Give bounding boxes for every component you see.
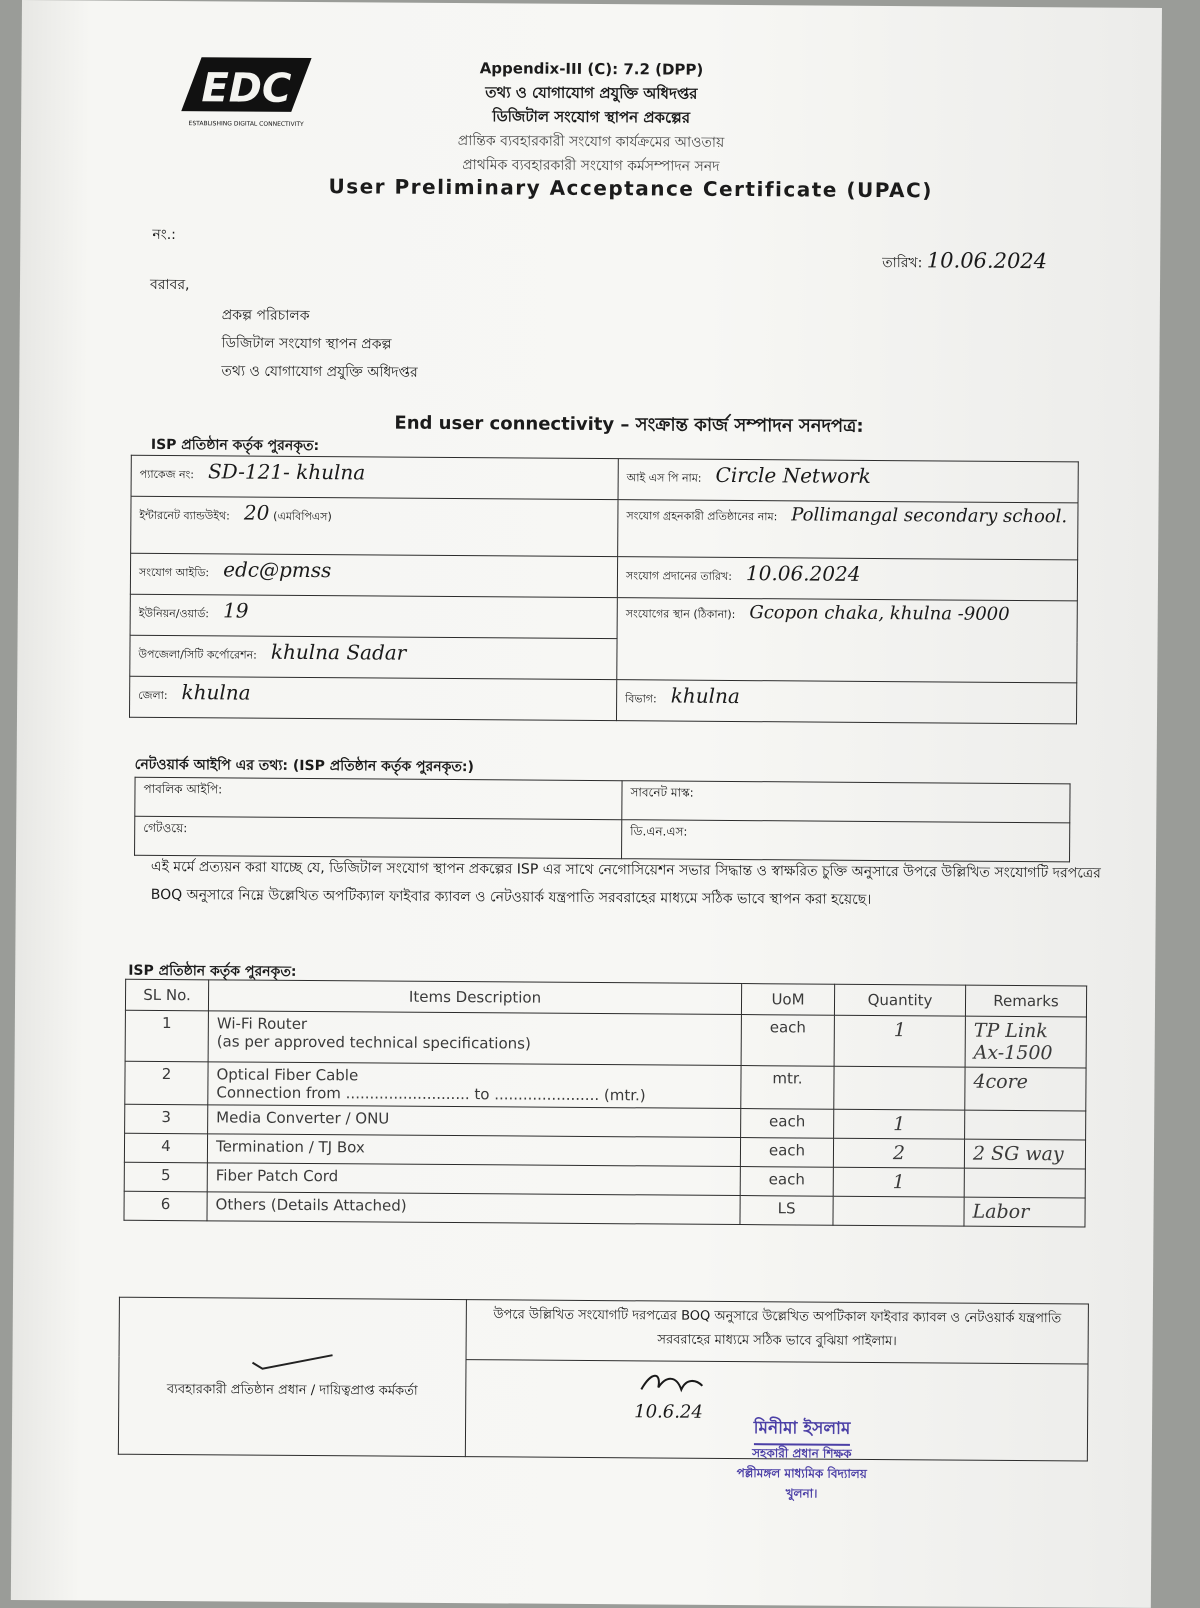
table-row <box>125 1010 1086 1068</box>
checkmark-icon <box>247 1352 337 1373</box>
conn-id-value: edc@pmss <box>223 557 332 583</box>
col-sl: SL No. <box>125 979 208 1011</box>
col-qty: Quantity <box>834 984 965 1016</box>
package-label: প্যাকেজ নং: <box>139 467 195 482</box>
row-qty: 1 <box>834 1109 965 1139</box>
dns-label: ডি.এন.এস: <box>630 824 688 839</box>
addressee-line-1: প্রকল্প পরিচালক <box>221 307 310 325</box>
logo-text: EDC <box>201 65 292 112</box>
union-value: 19 <box>222 598 249 623</box>
items-table <box>123 979 1087 1228</box>
certification-statement: এই মর্মে প্রত্যয়ন করা যাচ্ছে যে, ডিজিটাল সংযোগ স্থাপন প্রকল্পের ISP এর সাথে নেগোসিয়েশন সভার সিদ্ধান্ত ও স্বাক্ষরিত চুক্তি অনুসারে উপরে উল্লিখিত সংযোগটি দরপত্রের BOQ অনুসারে নিম্নে উল্লেখিত অপটিক্যাল ফাইবার ক্যাবল ও নেটওয়ার্ক যন্ত্রপাতি সরবরাহের মাধ্যমে সঠিক ভাবে স্থাপন করা হয়েছে। <box>150 858 1101 908</box>
edc-logo <box>171 49 332 136</box>
row-uom: each <box>740 1138 833 1168</box>
row-desc: Optical Fiber Cable <box>216 1065 359 1085</box>
isp-name-value: Circle Network <box>715 462 871 488</box>
logo-caption: ESTABLISHING DIGITAL CONNECTIVITY <box>188 120 304 128</box>
row-uom: LS <box>740 1196 833 1226</box>
certificate-page <box>11 0 1162 1608</box>
stamp-line-2: পল্লীমঙ্গল মাধ্যমিক বিদ্যালয় <box>736 1466 867 1481</box>
row-qty: 2 <box>833 1138 964 1168</box>
row-sl: 2 <box>125 1061 208 1105</box>
conn-id-label: সংযোগ আইডি: <box>138 565 210 580</box>
appendix-ref: Appendix-III (C): 7.2 (DPP) <box>479 59 704 79</box>
page-title: User Preliminary Acceptance Certificate (UPAC) <box>328 174 933 203</box>
connection-info-table <box>129 455 1079 725</box>
bandwidth-unit: (এমবিপিএস) <box>273 509 332 524</box>
network-title: নেটওয়ার্ক আইপি এর তথ্য: (ISP প্রতিষ্ঠান কর্তৃক পুরনকৃত:) <box>134 756 475 776</box>
isp-name-label: আই এস পি নাম: <box>626 471 702 485</box>
addressee-line-2: ডিজিটাল সংযোগ স্থাপন প্রকল্প <box>221 335 392 353</box>
upazila-value: khulna Sadar <box>270 639 407 665</box>
signature-date: 10.6.24 <box>634 1400 703 1423</box>
package-value: SD-121- khulna <box>207 459 366 485</box>
row-remarks: TP Link Ax-1500 <box>965 1016 1086 1068</box>
bandwidth-value: 20 <box>243 500 270 525</box>
union-label: ইউনিয়ন/ওয়ার্ড: <box>138 606 210 621</box>
project-name: ডিজিটাল সংযোগ স্থাপন প্রকল্পের <box>492 107 691 127</box>
program-name: প্রান্তিক ব্যবহারকারী সংযোগ কার্যক্রমের আওতায় <box>457 133 725 151</box>
date-value: 10.06.2024 <box>926 248 1048 274</box>
location-label: সংযোগের স্থান (ঠিকানা): <box>625 607 736 621</box>
official-stamp <box>682 1415 923 1507</box>
signoff-table <box>118 1297 1089 1462</box>
row-remarks: 2 SG way <box>964 1139 1085 1169</box>
row-sl: 1 <box>125 1010 208 1062</box>
signatory-label: ব্যবহারকারী প্রতিষ্ঠান প্রধান / দায়িত্বপ্রাপ্ত কর্মকর্তা <box>166 1381 418 1399</box>
stamp-line-1: সহকারী প্রধান শিক্ষক <box>752 1446 852 1461</box>
network-info-table <box>134 777 1071 863</box>
district-label: জেলা: <box>138 688 168 703</box>
row-uom: each <box>741 1015 834 1067</box>
dept-name: তথ্য ও যোগাযোগ প্রযুক্তি অধিদপ্তর <box>485 83 698 103</box>
cert-bn-title: প্রাথমিক ব্যবহারকারী সংযোগ কর্মসম্পাদন সনদ <box>462 157 720 175</box>
district-value: khulna <box>181 680 251 705</box>
row-remarks <box>965 1110 1086 1140</box>
row-qty: 1 <box>833 1167 964 1197</box>
division-value: khulna <box>670 683 740 709</box>
row-sl: 4 <box>124 1133 207 1163</box>
gateway-label: গেটওয়ে: <box>143 820 188 836</box>
items-title: ISP প্রতিষ্ঠান কর্তৃক পুরনকৃত: <box>128 962 297 980</box>
subnet-label: সাবনেট মাস্ক: <box>630 785 694 800</box>
section-title: End user connectivity – সংক্রান্ত কার্জ সম্পাদন সনদপত্র: <box>394 412 864 437</box>
receiver-value: Pollimangal secondary school. <box>791 504 1068 528</box>
conn-date-label: সংযোগ প্রদানের তারিখ: <box>625 569 732 583</box>
acceptance-statement: উপরে উল্লিখিত সংযোগটি দরপত্রের BOQ অনুসারে উল্লেখিত অপটিকাল ফাইবার ক্যাবল ও নেটওয়ার্ক যন্ত্রপাতি সরবরাহের মাধ্যমে সঠিক ভাবে বুঝিয়া পাইলাম। <box>493 1307 1062 1350</box>
table-row <box>125 1061 1086 1111</box>
row-uom: mtr. <box>741 1066 834 1110</box>
row-remarks <box>964 1168 1085 1198</box>
to-label: বরাবর, <box>149 276 190 294</box>
stamp-line-3: খুলনা। <box>785 1486 818 1501</box>
row-desc: Termination / TJ Box <box>215 1137 365 1157</box>
division-label: বিভাগ: <box>625 692 657 706</box>
conn-date-value: 10.06.2024 <box>745 561 861 586</box>
col-uom: UoM <box>741 984 834 1016</box>
isp-filled-label: ISP প্রতিষ্ঠান কর্তৃক পুরনকৃত: <box>150 436 320 455</box>
row-desc-note: Connection from .......................... to ...................... (mtr.) <box>216 1083 646 1105</box>
row-qty <box>834 1066 965 1110</box>
table-row <box>124 1191 1085 1227</box>
upazila-label: উপজেলা/সিটি কর্পোরেশন: <box>138 647 257 662</box>
row-sl: 6 <box>124 1191 207 1221</box>
row-qty: 1 <box>834 1015 965 1067</box>
row-desc: Wi-Fi Router <box>216 1014 308 1034</box>
row-sl: 3 <box>125 1104 208 1134</box>
row-desc: Others (Details Attached) <box>215 1195 407 1215</box>
row-sl: 5 <box>124 1162 207 1192</box>
row-remarks: 4core <box>965 1067 1086 1111</box>
signature-mark <box>636 1369 706 1399</box>
row-desc-note: (as per approved technical specifications) <box>216 1032 531 1053</box>
col-remarks: Remarks <box>965 985 1086 1017</box>
row-uom: each <box>741 1109 834 1139</box>
date-field <box>882 248 1047 276</box>
row-desc: Media Converter / ONU <box>216 1108 390 1128</box>
addressee-line-3: তথ্য ও যোগাযোগ প্রযুক্তি অধিদপ্তর <box>221 363 418 381</box>
row-remarks: Labor <box>964 1197 1085 1227</box>
row-desc: Fiber Patch Cord <box>215 1166 339 1186</box>
date-label: তারিখ: <box>882 255 923 272</box>
number-label: নং.: <box>152 226 176 244</box>
col-desc: Items Description <box>208 980 741 1015</box>
receiver-label: সংযোগ গ্রহনকারী প্রতিষ্ঠানের নাম: <box>626 509 778 524</box>
location-value: Gcopon chaka, khulna -9000 <box>749 602 1010 625</box>
stamp-name: মিনীমা ইসলাম <box>754 1415 851 1446</box>
row-uom: each <box>740 1167 833 1197</box>
row-qty <box>833 1196 964 1226</box>
bandwidth-label: ইন্টারনেট ব্যান্ডউইথ: <box>139 508 230 523</box>
public-ip-label: পাবলিক আইপি: <box>143 781 223 797</box>
